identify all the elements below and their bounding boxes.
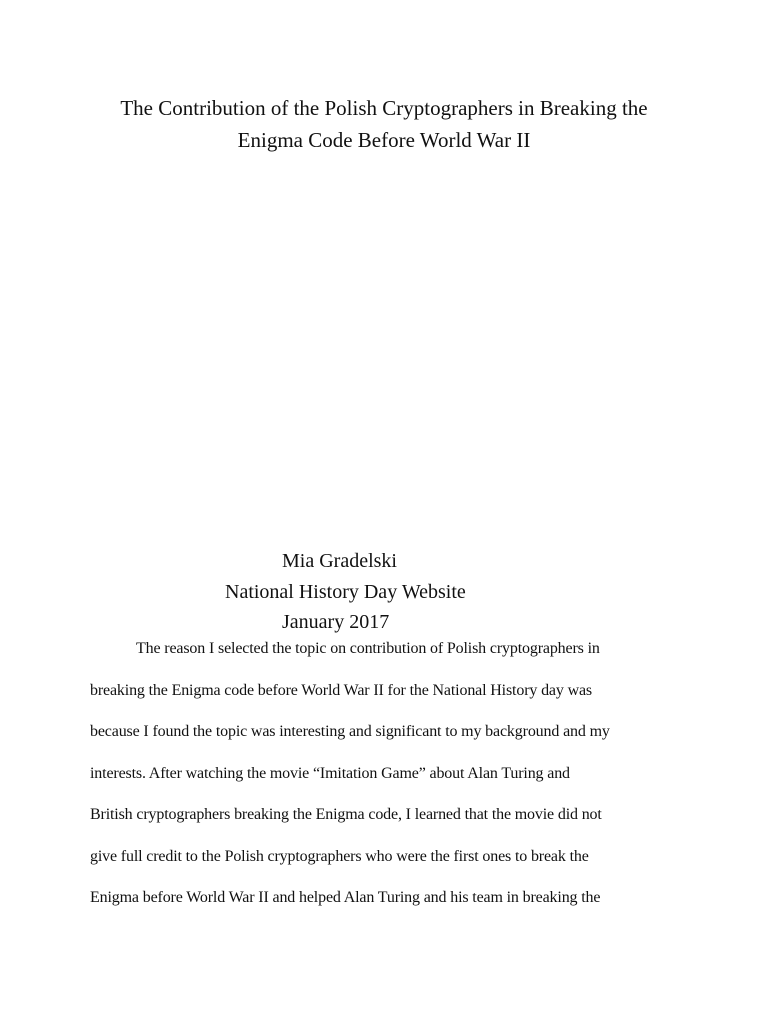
body-line: because I found the topic was interesting and significant to my background and my [90, 723, 610, 740]
body-line: British cryptographers breaking the Enigma code, I learned that the movie did not [90, 806, 602, 823]
body-line: breaking the Enigma code before World War II for the National History day was [90, 682, 593, 699]
title-line: Enigma Code Before World War II [237, 128, 531, 152]
body-line: interests. After watching the movie “Imitation Game” about Alan Turing and [90, 765, 570, 782]
title-line: The Contribution of the Polish Cryptographers in Breaking the [120, 96, 648, 120]
document-date: January 2017 [282, 611, 390, 633]
body-line: give full credit to the Polish cryptographers who were the first ones to break the [90, 848, 589, 865]
body-line: Enigma before World War II and helped Alan Turing and his team in breaking the [90, 889, 601, 906]
document-title [60, 92, 708, 156]
project-name: National History Day Website [225, 581, 466, 603]
body-line: The reason I selected the topic on contribution of Polish cryptographers in [136, 640, 600, 657]
author-name: Mia Gradelski [282, 550, 397, 572]
